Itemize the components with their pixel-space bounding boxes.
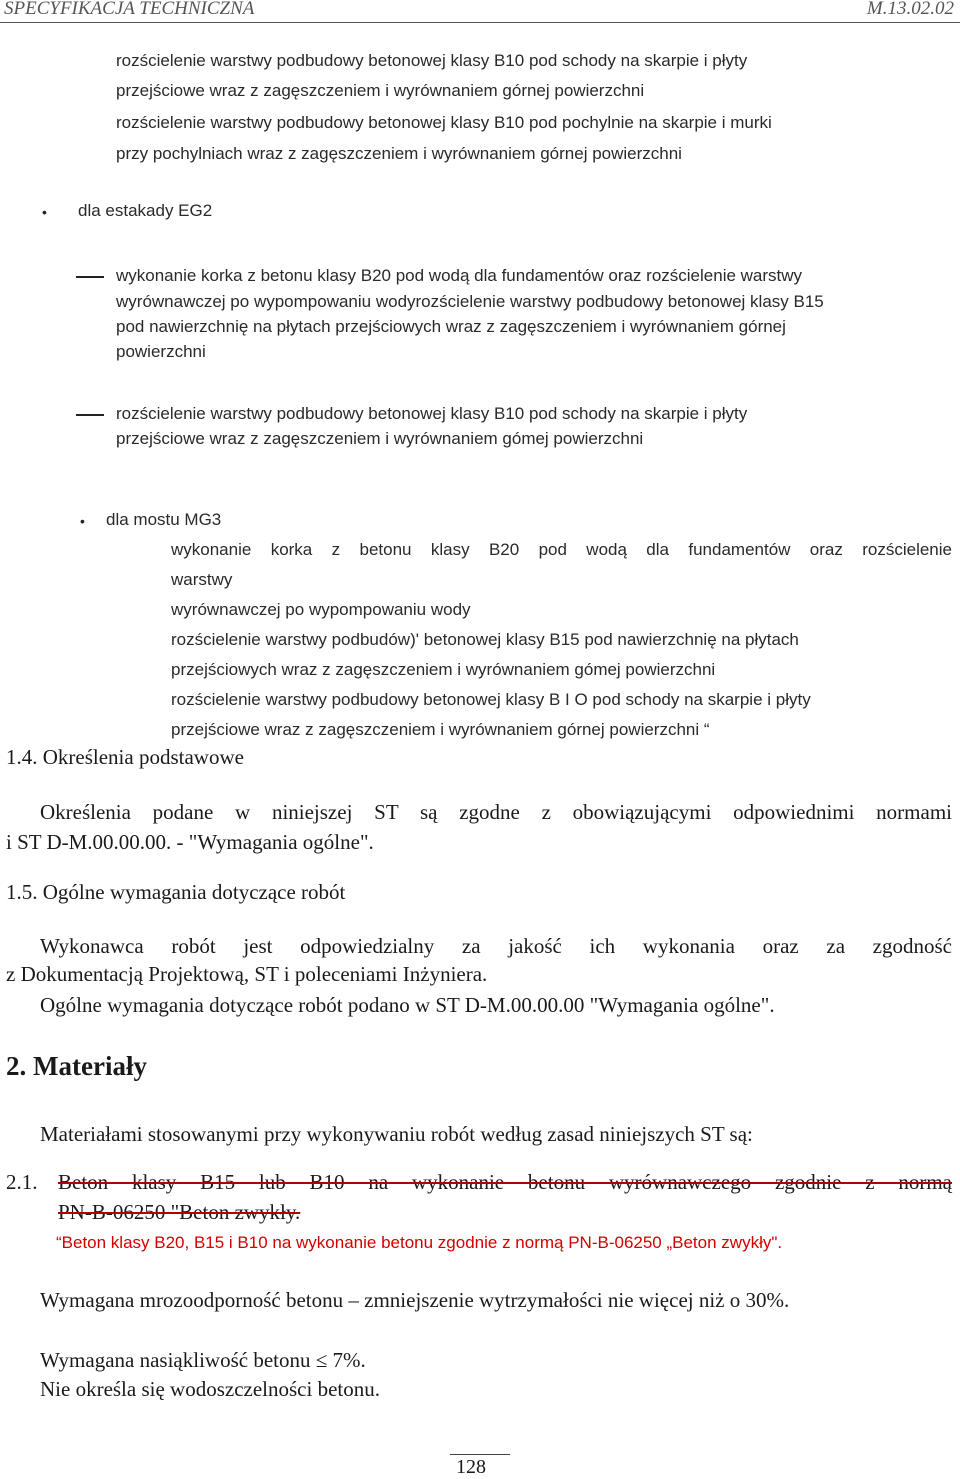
mg3-line-6: rozścielenie warstwy podbudowy betonowej klasy B I O pod schody na skarpie i płyty — [171, 690, 811, 709]
eg2-item1-line-3: pod nawierzchnię na płytach przejściowych wraz z zagęszczeniem i wyrównaniem górnej — [116, 317, 786, 336]
eg2-title: dla estakady EG2 — [78, 201, 213, 220]
eg2-item2-line-1: rozścielenie warstwy podbudowy betonowej klasy B10 pod schody na skarpie i płyty — [116, 404, 748, 423]
top-line-4: przy pochylniach wraz z zagęszczeniem i wyrównaniem górnej powierzchni — [116, 144, 682, 163]
mg3-line-5: przejściowych wraz z zagęszczeniem i wyrównaniem gómej powierzchni — [171, 660, 716, 679]
section-1-5-title: 1.5. Ogólne wymagania dotyczące robót — [6, 880, 346, 904]
section-1-4-para-line-2: i ST D-M.00.00.00. - "Wymagania ogólne". — [6, 830, 374, 854]
footer-rule — [450, 1454, 510, 1455]
section-2-title: 2. Materiały — [6, 1051, 147, 1081]
document-code: M.13.02.02 — [866, 0, 954, 19]
eg2-item1-line-1: wykonanie korka z betonu klasy B20 pod wodą dla fundamentów oraz rozścielenie warstwy — [116, 266, 803, 285]
section-2-1-struck-line-2: PN-B-06250 "Beton zwykły. — [58, 1200, 301, 1224]
top-line-3: rozścielenie warstwy podbudowy betonowej klasy B10 pod pochylnie na skarpie i murki — [116, 113, 772, 132]
mg3-line-1: wykonanie korka z betonu klasy B20 pod wodą dla fundamentów oraz rozścielenie — [171, 540, 952, 559]
section-2-1-number: 2.1. — [6, 1170, 38, 1194]
top-line-2: przejściowe wraz z zagęszczeniem i wyrównaniem górnej powierzchni — [116, 81, 645, 100]
eg2-item2-dash — [76, 414, 104, 416]
mg3-title: dla mostu MG3 — [106, 510, 222, 529]
section-2-1-struck-line-1: Beton klasy B15 lub B10 na wykonanie betonu wyrównawczego zgodnie z normą — [58, 1170, 952, 1194]
mg3-line-2: warstwy — [171, 570, 233, 589]
eg2-bullet: • — [42, 204, 47, 220]
mg3-line-4: rozścielenie warstwy podbudów)' betonowej klasy B15 pod nawierzchnię na płytach — [171, 630, 799, 649]
section-1-5-para-line-1: Wykonawca robót jest odpowiedzialny za jakość ich wykonania oraz za zgodność — [40, 934, 952, 958]
section-1-4-title: 1.4. Określenia podstawowe — [6, 745, 244, 769]
eg2-item1-line-2: wyrównawczej po wypompowaniu wodyrozścielenie warstwy podbudowy betonowej klasy B15 — [116, 292, 824, 311]
section-2-intro: Materiałami stosowanymi przy wykonywaniu robót według zasad niniejszych ST są: — [40, 1122, 753, 1146]
section-1-5-para-line-3: Ogólne wymagania dotyczące robót podano w ST D-M.00.00.00 "Wymagania ogólne". — [40, 993, 775, 1017]
eg2-item2-line-2: przejściowe wraz z zagęszczeniem i wyrównaniem gómej powierzchni — [116, 429, 644, 448]
page-number: 128 — [456, 1456, 486, 1478]
mg3-line-7: przejściowe wraz z zagęszczeniem i wyrównaniem górnej powierzchni “ — [171, 720, 710, 739]
document-title: SPECYFIKACJA TECHNICZNA — [4, 0, 255, 19]
frost-resistance-text: Wymagana mrozoodporność betonu – zmniejszenie wytrzymałości nie więcej niż o 30%. — [40, 1288, 790, 1312]
section-1-5-para-line-2: z Dokumentacją Projektową, ST i poleceniami Inżyniera. — [6, 962, 488, 986]
header-rule — [0, 22, 960, 23]
mg3-bullet: • — [80, 513, 85, 529]
eg2-item1-line-4: powierzchni — [116, 342, 206, 361]
section-2-1-correction: “Beton klasy B20, B15 i B10 na wykonanie betonu zgodnie z normą PN-B-06250 „Beton zwykły". — [56, 1233, 783, 1252]
absorption-text: Wymagana nasiąkliwość betonu ≤ 7%. — [40, 1348, 366, 1372]
section-1-4-para-line-1: Określenia podane w niniejszej ST są zgodne z obowiązującymi odpowiednimi normami — [40, 800, 952, 824]
eg2-item1-dash — [76, 276, 104, 278]
top-line-1: rozścielenie warstwy podbudowy betonowej klasy B10 pod schody na skarpie i płyty — [116, 51, 748, 70]
mg3-line-3: wyrównawczej po wypompowaniu wody — [171, 600, 471, 619]
watertightness-text: Nie określa się wodoszczelności betonu. — [40, 1377, 380, 1401]
